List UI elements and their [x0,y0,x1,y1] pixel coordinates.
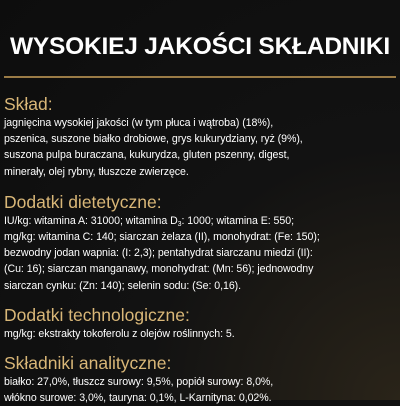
text-line: pszenica, suszone białko drobiowe, grys kukurydziany, ryż (9%), [4,133,303,146]
divider-rule [4,76,396,78]
section-body-technological-additives [4,326,397,342]
section-composition [4,93,397,180]
text-fragment: : 1000; witamina E: 550; [181,214,294,227]
text-line: włókno surowe: 3,0%, tauryna: 0,1%, L-Karnityna: 0,02%. [4,392,272,405]
section-heading-analytical-constituents: Składniki analityczne: [4,353,172,374]
text-line: białko: 27,0%, tłuszcz surowy: 9,5%, popiół surowy: 8,0%, [4,376,274,389]
section-analytical-constituents [4,352,397,406]
section-heading-composition: Skład: [4,94,53,114]
section-body-dietary-additives [4,213,397,294]
section-body-analytical-constituents [4,374,397,406]
section-body-composition [4,115,397,180]
text-line: bezwodny jodan wapnia: (I: 2,3); pentahydrat siarczanu miedzi (II): [4,247,313,260]
section-dietary-additives [4,191,397,294]
text-line: mg/kg: ekstrakty tokoferolu z olejów roślinnych: 5. [4,327,235,340]
subscript: 3 [177,220,182,228]
section-heading-technological-additives: Dodatki technologiczne: [4,304,190,325]
text-line-vitamins [4,213,397,229]
section-technological-additives [4,304,397,342]
text-line: mg/kg: witamina C: 140; siarczan żelaza (II), monohydrat: (Fe: 150); [4,231,320,244]
section-heading-dietary-additives: Dodatki dietetyczne: [4,191,162,212]
text-line: (Cu: 16); siarczan manganawy, monohydrat: (Mn: 56); jednowodny [4,263,314,276]
ingredients-content [4,93,397,406]
text-fragment: IU/kg: witamina A: 31000; witamina D [4,214,178,227]
text-line: siarczan cynku: (Zn: 140); selenin sodu: (Se: 0,16). [4,279,242,292]
text-line: minerały, olej rybny, tłuszcze zwierzęce. [4,165,189,178]
text-line: jagnięcina wysokiej jakości (w tym płuca i wątroba) (18%), [4,117,274,129]
page-title: WYSOKIEJ JAKOŚCI SKŁADNIKI [9,33,391,60]
text-line: suszona pulpa buraczana, kukurydza, gluten pszenny, digest, [4,149,290,162]
